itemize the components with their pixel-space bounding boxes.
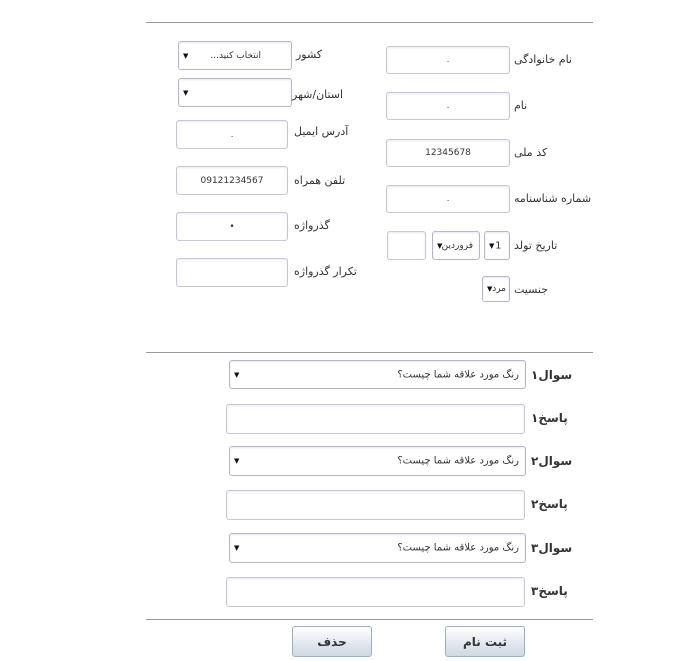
id-number-label: شماره شناسنامه — [514, 192, 592, 205]
country-select[interactable] — [178, 41, 292, 70]
email-input[interactable]: . — [176, 120, 288, 149]
security-question-3-value: رنگ مورد علاقه شما چیست؟ — [397, 542, 519, 554]
chevron-down-icon: ▼ — [234, 544, 240, 552]
mobile-label: تلفن همراه — [294, 174, 346, 187]
password-repeat-input[interactable] — [176, 258, 288, 287]
birth-date-label: تاریخ تولد — [514, 239, 558, 252]
security-question-3-label: سوال۳ — [531, 541, 573, 555]
birth-year-input[interactable] — [387, 231, 426, 260]
gender-select[interactable] — [482, 276, 510, 302]
id-number-input[interactable]: . — [386, 185, 510, 213]
register-button[interactable]: ثبت نام — [445, 626, 525, 657]
province-select[interactable] — [178, 78, 292, 107]
security-question-1-label: سوال۱ — [531, 368, 573, 382]
security-question-2-label: سوال۲ — [531, 454, 573, 468]
password-input[interactable]: • — [176, 212, 288, 241]
security-answer-3-label: پاسخ۳ — [531, 584, 568, 598]
birth-month-select[interactable] — [432, 231, 480, 260]
security-answer-2-label: پاسخ۲ — [531, 497, 568, 511]
chevron-down-icon: ▼ — [487, 285, 493, 293]
last-name-label: نام خانوادگی — [514, 53, 572, 66]
security-answer-1-label: پاسخ۱ — [531, 411, 568, 425]
chevron-down-icon: ▼ — [234, 370, 240, 379]
birth-day-select[interactable] — [484, 231, 510, 260]
birth-month-value: فروردین — [441, 240, 473, 251]
first-name-label: نام — [514, 99, 528, 112]
gender-label: جنسیت — [514, 283, 549, 296]
bottom-divider — [146, 619, 593, 620]
first-name-input[interactable]: . — [386, 92, 510, 120]
security-answer-1-input[interactable] — [226, 404, 525, 434]
national-code-input[interactable]: 12345678 — [386, 139, 510, 167]
security-answer-2-input[interactable] — [226, 490, 525, 520]
chevron-down-icon: ▼ — [234, 457, 240, 465]
delete-button[interactable]: حذف — [292, 626, 372, 657]
security-answer-3-input[interactable] — [226, 577, 525, 607]
security-question-2-select[interactable] — [229, 446, 526, 476]
country-value: انتخاب کنید... — [210, 50, 261, 61]
security-question-2-value: رنگ مورد علاقه شما چیست؟ — [397, 455, 519, 467]
password-repeat-label: تکرار گذرواژه — [294, 265, 357, 278]
security-question-1-value: رنگ مورد علاقه شما چیست؟ — [397, 369, 519, 380]
birth-day-value: 1 — [495, 240, 502, 251]
national-code-label: کد ملی — [514, 146, 548, 159]
email-label: آدرس ایمیل — [294, 125, 349, 138]
last-name-input[interactable]: . — [386, 46, 510, 74]
security-question-3-select[interactable] — [229, 533, 526, 563]
password-label: گذرواژه — [294, 219, 330, 232]
security-question-1-select[interactable] — [229, 360, 526, 389]
chevron-down-icon: ▼ — [437, 241, 443, 250]
chevron-down-icon: ▼ — [183, 51, 189, 60]
chevron-down-icon: ▼ — [489, 241, 495, 250]
province-label: استان/شهر — [292, 88, 344, 101]
chevron-down-icon: ▼ — [183, 88, 189, 97]
mobile-input[interactable]: 09121234567 — [176, 166, 288, 195]
section-divider — [146, 352, 593, 353]
top-divider — [146, 22, 593, 23]
country-label: کشور — [296, 48, 323, 61]
gender-value: مرد — [492, 284, 506, 294]
